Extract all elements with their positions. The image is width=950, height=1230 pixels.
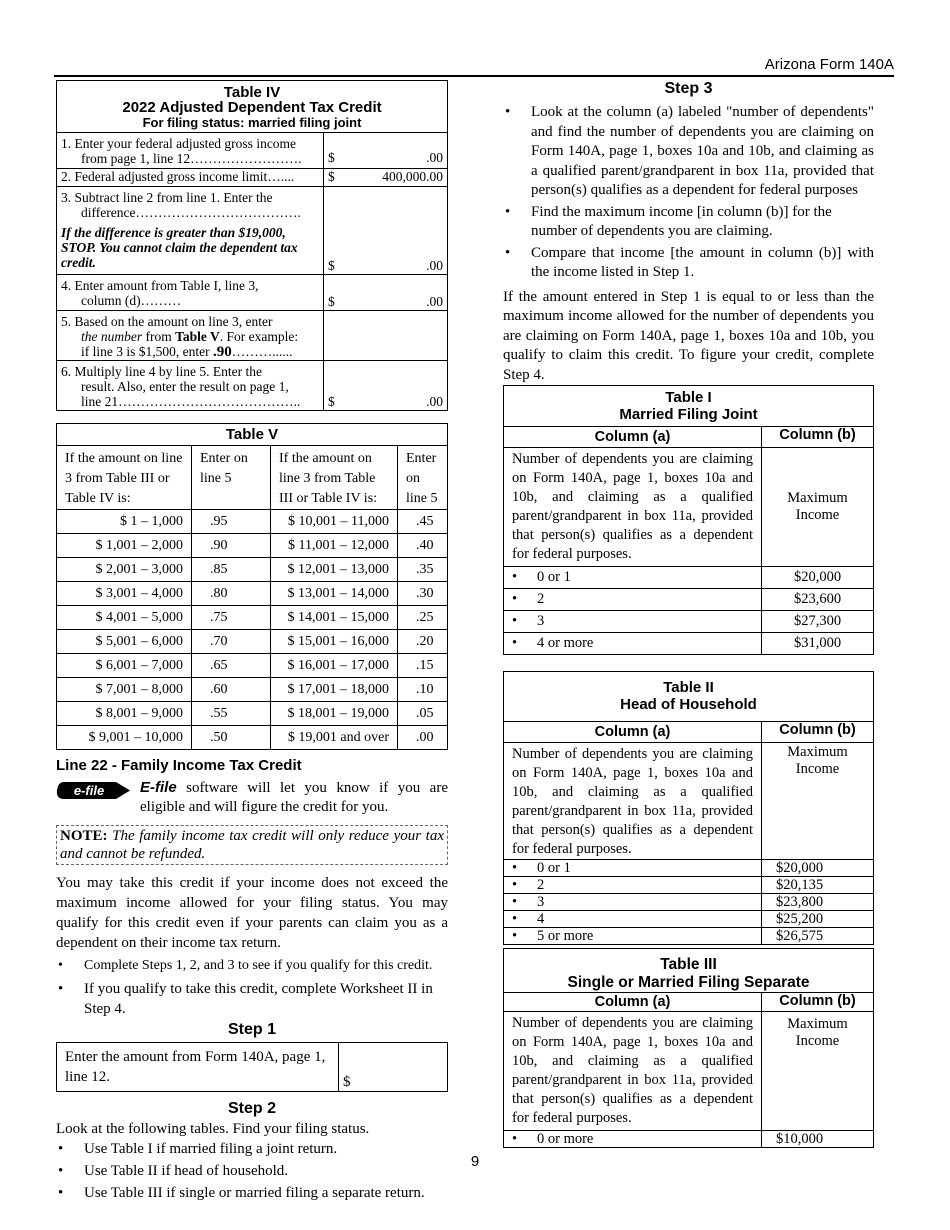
table-v — [56, 423, 448, 750]
dependents-cell: • 0 or 1 — [504, 860, 762, 877]
range-cell: $ 16,001 – 17,000 — [271, 654, 398, 678]
max-income-cell: $10,000 — [762, 1131, 874, 1148]
range-cell: $ 2,001 – 3,000 — [57, 558, 192, 582]
table-ii: Table II Head of Household Column (a) Column (b) Number of dependents you are claiming on Form 140A, page 1, boxes 10a and 10b, and claiming as a qualified parent/grandparent in box 11a, provided that person(s) qualifies as a dependent for federal purposes. Maximum Income • 0 or 1 $20,000 • 2 $20,135 • 3 $23,800 • 4 $25,200 • 5 or more $26,575 — [503, 671, 874, 945]
table-i-header: Table I Married Filing Joint — [504, 386, 874, 427]
table-iv — [56, 80, 448, 411]
table-row — [57, 534, 448, 558]
step1-box — [56, 1042, 448, 1092]
table-iii-header: Table III Single or Married Filing Separate — [504, 949, 874, 993]
table-iv-filing: For filing status: married filing joint — [142, 115, 362, 130]
form-name-header: Arizona Form 140A — [764, 56, 894, 73]
table-row — [57, 654, 448, 678]
table-row — [504, 928, 874, 945]
efile-paragraph: e-file E-file software will let you know if you are eligible and will figure the credit for you. — [56, 778, 448, 817]
range-cell: $ 14,001 – 15,000 — [271, 606, 398, 630]
table-v-body — [57, 510, 448, 750]
dependents-cell: • 0 or more — [504, 1131, 762, 1148]
table-iv-subtitle: 2022 Adjusted Dependent Tax Credit — [122, 99, 382, 116]
rate-cell: .85 — [192, 558, 271, 582]
max-income-cell: $20,000 — [762, 860, 874, 877]
table-row — [57, 606, 448, 630]
table-iv-header — [57, 81, 448, 133]
table-iv-line-6: 6. Multiply line 4 by line 5. Enter the result. Also, enter the result on page 1, line 21………………………………….. $ .00 — [57, 361, 448, 411]
max-income-cell: $26,575 — [762, 928, 874, 945]
dependents-cell: • 2 — [504, 877, 762, 894]
table-row — [57, 582, 448, 606]
rate-cell: .20 — [398, 630, 448, 654]
line-4-amount[interactable]: .00 — [426, 294, 443, 309]
range-cell: $ 13,001 – 14,000 — [271, 582, 398, 606]
table-iv-line-1: 1. Enter your federal adjusted gross income from page 1, line 12……………………. $ .00 — [57, 133, 448, 169]
step3-bullets — [503, 103, 874, 283]
table-row — [57, 630, 448, 654]
table-row — [57, 678, 448, 702]
max-income-cell: $20,135 — [762, 877, 874, 894]
table-iv-line-3: 3. Subtract line 2 from line 1. Enter the difference………………………………. If the difference is greater than $19,000, STOP. You cannot claim the dependent tax credit. $ .00 — [57, 187, 448, 275]
table-row — [57, 510, 448, 534]
left-column — [56, 80, 448, 1203]
table-iii: Table III Single or Married Filing Separate Column (a) Column (b) Number of dependents you are claiming on Form 140A, page 1, boxes 10a and 10b, and claiming as a qualified parent/grandparent in box 11a, provided that person(s) qualifies as a dependent for federal purposes. Maximum Income • 0 or more $10,000 — [503, 948, 874, 1148]
rate-cell: .60 — [192, 678, 271, 702]
rate-cell: .90 — [192, 534, 271, 558]
range-cell: $ 1 – 1,000 — [57, 510, 192, 534]
max-income-cell: $25,200 — [762, 911, 874, 928]
rate-cell: .10 — [398, 678, 448, 702]
table-row — [504, 1131, 874, 1148]
table-row — [57, 702, 448, 726]
table-row — [504, 611, 874, 633]
rate-cell: .05 — [398, 702, 448, 726]
dependents-cell: • 3 — [504, 611, 762, 633]
table-ii-header: Table II Head of Household — [504, 672, 874, 722]
note-box: NOTE: The family income tax credit will only reduce your tax and cannot be refunded. — [56, 825, 448, 865]
dependents-cell: • 4 — [504, 911, 762, 928]
table-v-title: Table V — [57, 424, 448, 446]
table-row — [504, 894, 874, 911]
dependents-cell: • 5 or more — [504, 928, 762, 945]
list-item: • Find the maximum income [in column (b)] for the number of dependents you are claiming. — [503, 203, 874, 242]
rate-cell: .15 — [398, 654, 448, 678]
range-cell: $ 4,001 – 5,000 — [57, 606, 192, 630]
table-iv-title: Table IV — [223, 84, 281, 101]
table-v-header-row: If the amount on line 3 from Table III or Table IV is: Enter on line 5 If the amount on line 3 from Table III or Table IV is: Enter on line 5 — [57, 446, 448, 510]
line22-heading: Line 22 - Family Income Tax Credit — [56, 757, 302, 774]
efile-badge-text: e-file — [73, 783, 105, 798]
list-item: • Look at the column (a) labeled "number of dependents" and find the number of dependents you are claiming on Form 140A, page 1, boxes 10a and 10b, and claiming as a qualified parent/grandparent in box 11a, provided that person(s) qualifies as a dependent for federal purposes — [503, 103, 874, 201]
list-item: • If you qualify to take this credit, complete Worksheet II in Step 4. — [56, 979, 448, 1019]
step3-paragraph: If the amount entered in Step 1 is equal to or less than the maximum income allowed for the number of dependents you are claiming on Form 140A, page 1, boxes 10a and 10b, you qualify to claim this credit. To figure your credit, complete Step 4. — [503, 288, 874, 383]
range-cell: $ 12,001 – 13,000 — [271, 558, 398, 582]
page-number: 9 — [470, 1153, 480, 1170]
line-1-amount[interactable]: .00 — [426, 150, 443, 165]
step2-bullets — [56, 1139, 448, 1203]
list-item: • Complete Steps 1, 2, and 3 to see if you qualify for this credit. — [56, 956, 448, 976]
line-3-stop-note: If the difference is greater than $19,000, STOP. You cannot claim the dependent tax credit. — [61, 225, 298, 270]
max-income-cell: $23,600 — [762, 589, 874, 611]
dependents-cell: • 3 — [504, 894, 762, 911]
range-cell: $ 8,001 – 9,000 — [57, 702, 192, 726]
rate-cell: .35 — [398, 558, 448, 582]
rate-cell: .95 — [192, 510, 271, 534]
rate-cell: .45 — [398, 510, 448, 534]
range-cell: $ 10,001 – 11,000 — [271, 510, 398, 534]
max-income-cell: $20,000 — [762, 567, 874, 589]
rate-cell: .65 — [192, 654, 271, 678]
table-i: Table I Married Filing Joint Column (a) Column (b) Number of dependents you are claiming on Form 140A, page 1, boxes 10a and 10b, and claiming as a qualified parent/grandparent in box 11a, provided that person(s) qualifies as a dependent for federal purposes. Maximum Income • 0 or 1 $20,000 • 2 $23,600 • 3 $27,300 • 4 or more $31,000 — [503, 385, 874, 655]
list-item: • Use Table II if head of household. — [56, 1161, 448, 1181]
step1-amount-field[interactable]: $ — [339, 1043, 448, 1092]
rate-cell: .40 — [398, 534, 448, 558]
table-row — [57, 726, 448, 750]
rate-cell: .80 — [192, 582, 271, 606]
range-cell: $ 1,001 – 2,000 — [57, 534, 192, 558]
line-5-entry[interactable] — [324, 311, 448, 361]
rate-cell: .00 — [398, 726, 448, 750]
step2-heading: Step 2 — [227, 1100, 276, 1117]
header-rule — [54, 75, 894, 77]
line-6-amount[interactable]: .00 — [426, 394, 443, 409]
dependents-cell: • 4 or more — [504, 633, 762, 655]
step3-heading: Step 3 — [664, 80, 713, 97]
range-cell: $ 19,001 and over — [271, 726, 398, 750]
table-iv-line-5: 5. Based on the amount on line 3, enter the number from Table V. For example: if line 3 is $1,500, enter .90………...... — [57, 311, 448, 361]
range-cell: $ 3,001 – 4,000 — [57, 582, 192, 606]
rate-cell: .70 — [192, 630, 271, 654]
table-row — [504, 877, 874, 894]
range-cell: $ 11,001 – 12,000 — [271, 534, 398, 558]
max-income-cell: $23,800 — [762, 894, 874, 911]
max-income-cell: $27,300 — [762, 611, 874, 633]
range-cell: $ 18,001 – 19,000 — [271, 702, 398, 726]
table-row — [504, 567, 874, 589]
rate-cell: .30 — [398, 582, 448, 606]
range-cell: $ 17,001 – 18,000 — [271, 678, 398, 702]
efile-logo-icon — [56, 781, 132, 800]
rate-cell: .75 — [192, 606, 271, 630]
list-item: • Use Table III if single or married filing a separate return. — [56, 1183, 448, 1203]
dependents-cell: • 0 or 1 — [504, 567, 762, 589]
table-iv-line-2: 2. Federal adjusted gross income limit….... $ 400,000.00 — [57, 169, 448, 187]
dependents-cell: • 2 — [504, 589, 762, 611]
range-cell: $ 15,001 – 16,000 — [271, 630, 398, 654]
table-row — [57, 558, 448, 582]
rate-cell: .55 — [192, 702, 271, 726]
table-row — [504, 589, 874, 611]
step1-text: Enter the amount from Form 140A, page 1, line 12. — [57, 1043, 339, 1092]
line22-paragraph: You may take this credit if your income does not exceed the maximum income allowed for your filing status. You may qualify for this credit even if your parents can claim you as a dependent on their income tax return. — [56, 875, 448, 951]
table-row — [504, 860, 874, 877]
table-iv-line-4: 4. Enter amount from Table I, line 3, column (d)……… $ .00 — [57, 275, 448, 311]
right-column — [503, 80, 874, 1148]
max-income-cell: $31,000 — [762, 633, 874, 655]
range-cell: $ 9,001 – 10,000 — [57, 726, 192, 750]
range-cell: $ 7,001 – 8,000 — [57, 678, 192, 702]
list-item: • Compare that income [the amount in column (b)] with the income listed in Step 1. — [503, 244, 874, 283]
range-cell: $ 6,001 – 7,000 — [57, 654, 192, 678]
range-cell: $ 5,001 – 6,000 — [57, 630, 192, 654]
step2-intro: Look at the following tables. Find your filing status. — [56, 1121, 370, 1137]
table-row — [504, 911, 874, 928]
line-3-amount[interactable]: .00 — [426, 258, 443, 273]
line-2-amount: 400,000.00 — [382, 169, 443, 184]
rate-cell: .25 — [398, 606, 448, 630]
line22-bullets — [56, 956, 448, 1019]
step1-heading: Step 1 — [227, 1021, 276, 1038]
table-row — [504, 633, 874, 655]
list-item: • Use Table I if married filing a joint return. — [56, 1139, 448, 1159]
rate-cell: .50 — [192, 726, 271, 750]
